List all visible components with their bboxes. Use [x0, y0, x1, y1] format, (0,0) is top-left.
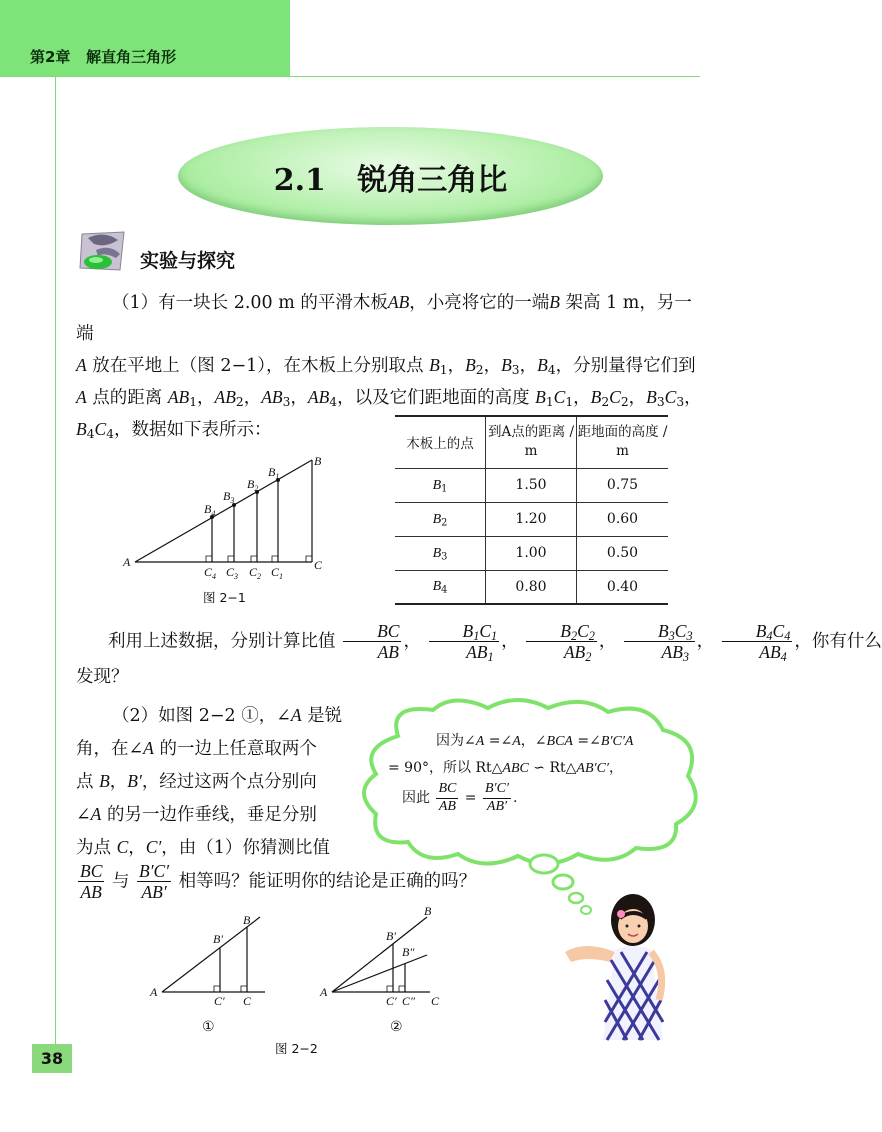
section-title [178, 155, 603, 199]
margin-rule [55, 76, 56, 1046]
fig1-label-c1: $C_1$ [271, 565, 284, 581]
table-header: 到A点的距离 / m [486, 416, 577, 468]
girl-illustration [555, 890, 705, 1050]
table-cell-distance: 1.50 [486, 468, 577, 502]
explore-icon [76, 228, 130, 274]
svg-text:B′: B′ [386, 929, 396, 943]
table-cell-point: $B_3$ [395, 536, 486, 570]
fig2-label-2: ② [390, 1019, 403, 1035]
fig1-label-c2: $C_2$ [249, 565, 262, 581]
table-cell-distance: 1.20 [486, 502, 577, 536]
table-row [395, 502, 668, 536]
svg-text:C′: C′ [214, 994, 225, 1008]
table-cell-point: $B_2$ [395, 502, 486, 536]
fig1-board-line [135, 460, 312, 562]
ratio-paragraph: 利用上述数据，分别计算比值 $\frac{BC}{AB}$ ， $\frac{B_1C_1}{AB_1}$ ， $\frac{B_2C_2}{AB_2}$ ， $\frac{B_3C_3}{AB_3}$ ， $\frac{B_4C_4}{AB_4}$ ，你有什么 发现？ [76, 621, 882, 687]
table-cell-height: 0.50 [577, 536, 669, 570]
chapter-title: 解直角三角形 [86, 48, 177, 66]
paragraph-2-end: $\frac{BC}{AB}$ 与 $\frac{B'C'}{AB'}$ 相等吗？能证明你的结论是正确的吗？ [80, 861, 477, 903]
svg-text:C″: C″ [402, 994, 416, 1008]
table-row [395, 468, 668, 502]
fig1-label-c: C [314, 558, 323, 572]
cloud-text: 因为∠A =∠A，∠BCA =∠B′C′A = 90°，所以 Rt△ABC ∽ Rt△AB′C′， 因此 $\frac{BC}{AB}$ = $\frac{B'C'}{AB'}$ . [388, 733, 634, 814]
explore-heading: 实验与探究 [140, 250, 236, 272]
figure-2-1 [115, 445, 330, 610]
table-cell-point: $B_4$ [395, 570, 486, 604]
table-cell-height: 0.75 [577, 468, 669, 502]
fig2-caption: 图 2−2 [275, 1041, 318, 1056]
fig2-2-line-b2 [332, 955, 427, 992]
paragraph-1: （1）有一块长 2.00 m 的平滑木板AB，小亮将它的一端B 架高 1 m，另一端 A 放在平地上（图 2−1），在木板上分别取点 $B_1$，$B_2$，$B_3$，$B_4$，分别量得它们到 A 点的距离 $AB_1$，$AB_2$，$AB_3$，$AB_4$，以及它们距地面的高度 $B_1C_1$，$B_2C_2$，$B_3C_3$， $B_4C_4$，数据如下表所示： [76, 292, 702, 442]
section-title-text: 锐角三角比 [357, 163, 508, 198]
table-header-row [395, 416, 668, 468]
table-cell-distance: 1.00 [486, 536, 577, 570]
fig2-1-hypotenuse [162, 917, 260, 992]
figure-2-2 [140, 903, 470, 1058]
svg-text:A: A [150, 985, 158, 999]
fig1-label-a: A [123, 555, 131, 569]
table-cell-distance: 0.80 [486, 570, 577, 604]
fig1-label-b1: $B_1$ [268, 465, 280, 481]
chapter-heading [30, 46, 176, 67]
fig2-label-1: ① [202, 1019, 215, 1035]
svg-text:A: A [320, 985, 328, 999]
page-number: 38 [40, 1049, 64, 1068]
svg-text:B′: B′ [213, 932, 223, 946]
fig1-caption: 图 2−1 [203, 590, 246, 605]
paragraph-2: （2）如图 2−2 ①，∠A 是锐 角，在∠A 的一边上任意取两个 点 B，B′，经过这两个点分别向 ∠A 的另一边作垂线，垂足分别 为点 C，C′，由（1）你猜测比值 [76, 705, 343, 858]
svg-text:C′: C′ [386, 994, 397, 1008]
svg-text:B″: B″ [402, 945, 415, 959]
fig1-label-b3: $B_3$ [223, 489, 235, 505]
fig1-label-b: B [314, 454, 322, 468]
svg-text:C: C [431, 994, 440, 1008]
chapter-number: 第2章 [30, 48, 71, 66]
fig1-label-b4: $B_4$ [204, 502, 216, 518]
fig1-label-b2: $B_2$ [247, 477, 259, 493]
svg-text:C: C [243, 994, 252, 1008]
table-cell-point: $B_1$ [395, 468, 486, 502]
table-row [395, 570, 668, 604]
section-number: 2.1 [273, 163, 326, 198]
table-row [395, 536, 668, 570]
table-header: 木板上的点 [395, 416, 486, 468]
fig1-label-c3: $C_3$ [226, 565, 239, 581]
data-table [395, 415, 668, 605]
table-header: 距地面的高度 / m [577, 416, 669, 468]
fig1-label-c4: $C_4$ [204, 565, 217, 581]
svg-text:B: B [243, 913, 251, 927]
table-cell-height: 0.40 [577, 570, 669, 604]
header-rule [0, 76, 700, 77]
table-cell-height: 0.60 [577, 502, 669, 536]
svg-text:B: B [424, 904, 432, 918]
